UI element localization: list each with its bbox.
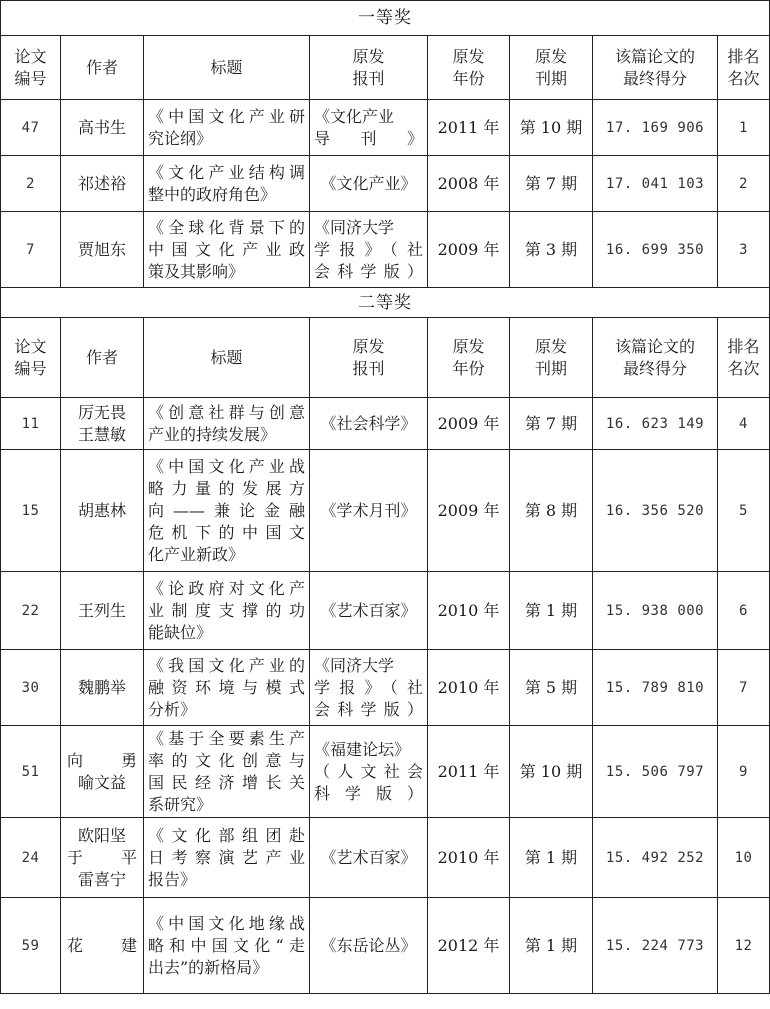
author-cell <box>61 100 144 156</box>
journal-name <box>310 818 428 898</box>
final-score: 15. 492 252 <box>593 818 718 898</box>
final-score: 15. 938 000 <box>593 572 718 650</box>
author-name: 王慧敏 <box>77 424 126 444</box>
journal-line: 学报》（社 <box>314 239 423 259</box>
rank: 10 <box>718 818 770 898</box>
title-line: 策及其影响》 <box>148 261 245 281</box>
header-label-line: 名次 <box>727 68 760 88</box>
title-line: 分析》 <box>148 699 197 719</box>
author-cell <box>61 726 144 818</box>
score-header <box>593 36 718 100</box>
journal-name <box>310 100 428 156</box>
header-label-line: 原发 <box>452 46 485 66</box>
title-line: 中国文化产业政 <box>148 239 305 259</box>
paper-id: 51 <box>1 726 61 818</box>
paper-title <box>144 818 310 898</box>
author-name: 喻文益 <box>77 772 126 792</box>
header-label-line: 报刊 <box>352 358 385 378</box>
paper-id: 7 <box>1 212 61 288</box>
paper-id: 11 <box>1 398 61 450</box>
publish-year: 2009 年 <box>428 450 510 572</box>
paper-id: 59 <box>1 898 61 994</box>
title-line: 略力量的发展方 <box>148 478 305 498</box>
header-label-line: 作者 <box>85 347 118 367</box>
paper-title <box>144 212 310 288</box>
title-line: 业制度支撑的功 <box>148 600 305 620</box>
journal-line: （人文社会 <box>314 761 423 781</box>
paper-id: 30 <box>1 650 61 726</box>
header-label-line: 刊期 <box>534 358 567 378</box>
final-score: 17. 041 103 <box>593 156 718 212</box>
publish-year: 2010 年 <box>428 572 510 650</box>
author-name: 高书生 <box>77 117 126 137</box>
year-header <box>428 36 510 100</box>
publish-year: 2012 年 <box>428 898 510 994</box>
rank: 6 <box>718 572 770 650</box>
header-label-line: 论文 <box>14 46 47 66</box>
publish-year: 2008 年 <box>428 156 510 212</box>
rank: 7 <box>718 650 770 726</box>
author-name: 于 平 <box>67 847 137 867</box>
author-name: 花 建 <box>67 935 137 955</box>
header-label-line: 编号 <box>14 358 47 378</box>
rank: 9 <box>718 726 770 818</box>
header-label-line: 编号 <box>14 68 47 88</box>
rank-header <box>718 36 770 100</box>
header-label-line: 排名 <box>727 46 760 66</box>
header-label-line: 最终得分 <box>622 358 687 378</box>
title-line: 日考察演艺产业 <box>148 847 305 867</box>
final-score: 15. 506 797 <box>593 726 718 818</box>
journal-line: 会科学版） <box>314 699 423 719</box>
journal-name <box>310 212 428 288</box>
journal-line: 《艺术百家》 <box>320 847 417 867</box>
author-name: 向 勇 <box>67 750 137 770</box>
table-row <box>1 398 770 450</box>
title-line: 《中国文化产业战 <box>148 456 305 476</box>
section-title: 二等奖 <box>1 288 770 318</box>
issue-number: 第 5 期 <box>510 650 593 726</box>
author-cell <box>61 818 144 898</box>
author-cell <box>61 450 144 572</box>
paper-title <box>144 726 310 818</box>
journal-name <box>310 450 428 572</box>
table-row <box>1 450 770 572</box>
header-label-line: 原发 <box>452 336 485 356</box>
title-line: 向——兼论金融 <box>148 500 305 520</box>
table-row <box>1 650 770 726</box>
year-header <box>428 318 510 398</box>
paper-title <box>144 100 310 156</box>
title-line: 国民经济增长关 <box>148 772 305 792</box>
final-score: 17. 169 906 <box>593 100 718 156</box>
author-cell <box>61 572 144 650</box>
title-line: 出去”的新格局》 <box>148 957 269 977</box>
journal-line: 导刊》 <box>314 128 423 148</box>
journal-line: 《社会科学》 <box>320 413 417 433</box>
journal-line: 《福建论坛》 <box>314 739 411 759</box>
author-name: 魏鹏举 <box>77 677 126 697</box>
author-name: 王列生 <box>77 600 126 620</box>
title-line: 危机下的中国文 <box>148 522 305 542</box>
section-title: 一等奖 <box>1 1 770 36</box>
author-name: 欧阳坚 <box>77 825 126 845</box>
issue-number: 第 10 期 <box>510 726 593 818</box>
journal-header <box>310 36 428 100</box>
header-label-line: 该篇论文的 <box>614 46 695 66</box>
author-name: 厉无畏 <box>77 402 126 422</box>
issue-header <box>510 36 593 100</box>
title-header <box>144 318 310 398</box>
paper-id: 2 <box>1 156 61 212</box>
rank: 12 <box>718 898 770 994</box>
publish-year: 2011 年 <box>428 100 510 156</box>
header-label-line: 年份 <box>452 68 485 88</box>
final-score: 16. 623 149 <box>593 398 718 450</box>
rank: 4 <box>718 398 770 450</box>
issue-number: 第 8 期 <box>510 450 593 572</box>
header-label-line: 最终得分 <box>622 68 687 88</box>
title-line: 能缺位》 <box>148 622 213 642</box>
author-cell <box>61 212 144 288</box>
paper-title <box>144 398 310 450</box>
header-label-line: 作者 <box>85 57 118 77</box>
author-cell <box>61 398 144 450</box>
table-row <box>1 726 770 818</box>
issue-number: 第 1 期 <box>510 898 593 994</box>
author-name: 祁述裕 <box>77 173 126 193</box>
title-line: 《基于全要素生产 <box>148 728 305 748</box>
publish-year: 2011 年 <box>428 726 510 818</box>
title-line: 究论纲》 <box>148 128 213 148</box>
rank-header <box>718 318 770 398</box>
title-line: 产业的持续发展》 <box>148 424 277 444</box>
header-label-line: 刊期 <box>534 68 567 88</box>
title-line: 化产业新政》 <box>148 544 245 564</box>
title-line: 《文化产业结构调 <box>148 162 305 182</box>
journal-line: 《学术月刊》 <box>320 500 417 520</box>
author-name: 胡惠林 <box>77 500 126 520</box>
title-line: 略和中国文化“走 <box>148 935 305 955</box>
header-label-line: 该篇论文的 <box>614 336 695 356</box>
author-cell <box>61 156 144 212</box>
journal-line: 学报》（社 <box>314 677 423 697</box>
paper-title <box>144 898 310 994</box>
issue-number: 第 7 期 <box>510 156 593 212</box>
issue-number: 第 1 期 <box>510 818 593 898</box>
rank: 5 <box>718 450 770 572</box>
header-label-line: 年份 <box>452 358 485 378</box>
title-line: 率的文化创意与 <box>148 750 305 770</box>
issue-number: 第 7 期 <box>510 398 593 450</box>
journal-line: 《文化产业 <box>314 106 395 126</box>
table-row <box>1 572 770 650</box>
final-score: 16. 356 520 <box>593 450 718 572</box>
author-name: 贾旭东 <box>77 239 126 259</box>
table-row <box>1 818 770 898</box>
author-header <box>61 36 144 100</box>
rank: 2 <box>718 156 770 212</box>
header-row <box>1 318 770 398</box>
header-label-line: 名次 <box>727 358 760 378</box>
rank: 3 <box>718 212 770 288</box>
title-line: 融资环境与模式 <box>148 677 305 697</box>
issue-number: 第 10 期 <box>510 100 593 156</box>
journal-name <box>310 398 428 450</box>
paper-id: 47 <box>1 100 61 156</box>
header-label-line: 报刊 <box>352 68 385 88</box>
author-name: 雷喜宁 <box>77 869 126 889</box>
journal-line: 《同济大学 <box>314 655 395 675</box>
table-row <box>1 156 770 212</box>
table-row <box>1 898 770 994</box>
journal-name <box>310 572 428 650</box>
title-line: 报告》 <box>148 869 197 889</box>
journal-name <box>310 726 428 818</box>
paper-id: 15 <box>1 450 61 572</box>
title-line: 《文化部组团赴 <box>148 825 305 845</box>
paper-title <box>144 650 310 726</box>
publish-year: 2010 年 <box>428 650 510 726</box>
final-score: 15. 789 810 <box>593 650 718 726</box>
header-label-line: 论文 <box>14 336 47 356</box>
author-header <box>61 318 144 398</box>
header-label-line: 原发 <box>534 46 567 66</box>
publish-year: 2009 年 <box>428 212 510 288</box>
journal-name <box>310 898 428 994</box>
paper-id: 24 <box>1 818 61 898</box>
journal-name <box>310 156 428 212</box>
title-line: 《中国文化产业研 <box>148 106 305 126</box>
journal-name <box>310 650 428 726</box>
journal-header <box>310 318 428 398</box>
journal-line: 会科学版） <box>314 261 423 281</box>
title-line: 《中国文化地缘战 <box>148 913 305 933</box>
author-cell <box>61 898 144 994</box>
header-label-line: 排名 <box>727 336 760 356</box>
author-cell <box>61 650 144 726</box>
issue-number: 第 1 期 <box>510 572 593 650</box>
paper-title <box>144 156 310 212</box>
header-label-line: 标题 <box>210 347 243 367</box>
paper-title <box>144 450 310 572</box>
journal-line: 《艺术百家》 <box>320 600 417 620</box>
journal-line: 《文化产业》 <box>320 173 417 193</box>
paper-id-header <box>1 318 61 398</box>
header-label-line: 原发 <box>352 46 385 66</box>
final-score: 16. 699 350 <box>593 212 718 288</box>
header-label-line: 原发 <box>352 336 385 356</box>
section-row <box>1 288 770 318</box>
publish-year: 2009 年 <box>428 398 510 450</box>
score-header <box>593 318 718 398</box>
header-label-line: 原发 <box>534 336 567 356</box>
paper-id-header <box>1 36 61 100</box>
title-line: 《创意社群与创意 <box>148 402 305 422</box>
title-line: 《我国文化产业的 <box>148 655 305 675</box>
title-line: 系研究》 <box>148 794 213 814</box>
journal-line: 科学版） <box>314 783 423 803</box>
table-row <box>1 100 770 156</box>
journal-line: 《东岳论丛》 <box>320 935 417 955</box>
header-label-line: 标题 <box>210 57 243 77</box>
title-line: 《论政府对文化产 <box>148 578 305 598</box>
title-line: 整中的政府角色》 <box>148 184 277 204</box>
rank: 1 <box>718 100 770 156</box>
title-line: 《全球化背景下的 <box>148 217 305 237</box>
table-row <box>1 212 770 288</box>
title-header <box>144 36 310 100</box>
journal-line: 《同济大学 <box>314 217 395 237</box>
header-row <box>1 36 770 100</box>
paper-id: 22 <box>1 572 61 650</box>
publish-year: 2010 年 <box>428 818 510 898</box>
section-row <box>1 1 770 36</box>
paper-title <box>144 572 310 650</box>
issue-header <box>510 318 593 398</box>
issue-number: 第 3 期 <box>510 212 593 288</box>
final-score: 15. 224 773 <box>593 898 718 994</box>
